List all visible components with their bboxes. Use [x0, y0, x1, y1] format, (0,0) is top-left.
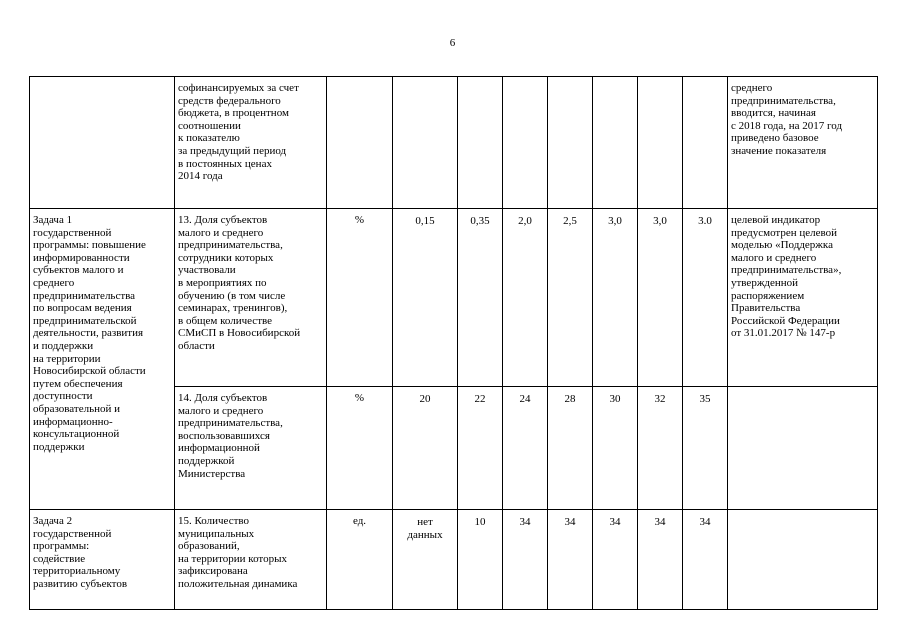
- value-cell: 34: [548, 510, 593, 610]
- note-cell: целевой индикатор предусмотрен целевой моделью «Поддержка малого и среднего предпринимательства», утвержденной распоряжением Правительства Российской Федерации от 31.01.2017 № 147-р: [728, 209, 878, 387]
- value-cell: 3,0: [638, 209, 683, 387]
- indicator-cell: 15. Количество муниципальных образований, на территории которых зафиксирована положительная динамика: [175, 510, 327, 610]
- value-cell: 30: [593, 387, 638, 510]
- table-row: [30, 77, 878, 209]
- task-cell: [30, 77, 175, 209]
- value-cell: 0,35: [458, 209, 503, 387]
- indicators-table: [29, 76, 878, 610]
- value-cell: 28: [548, 387, 593, 510]
- unit-cell: %: [327, 209, 393, 387]
- value-cell: 22: [458, 387, 503, 510]
- unit-cell: %: [327, 387, 393, 510]
- note-cell: [728, 387, 878, 510]
- task-cell: Задача 1 государственной программы: повышение информированности субъектов малого и среднего предпринимательства по вопросам ведения предпринимательской деятельности, развития и поддержки на территории Новосибирской области путем обеспечения доступности образовательной и информационно- консультационной поддержки: [30, 209, 175, 510]
- value-cell: 34: [503, 510, 548, 610]
- indicator-cell: софинансируемых за счет средств федерального бюджета, в процентном соотношении к показателю за предыдущий период в постоянных ценах 2014 года: [175, 77, 327, 209]
- indicator-cell: 14. Доля субъектов малого и среднего предпринимательства, воспользовавшихся информационной поддержкой Министерства: [175, 387, 327, 510]
- value-cell: [458, 77, 503, 209]
- value-cell: [683, 77, 728, 209]
- value-cell: 10: [458, 510, 503, 610]
- page-number: 6: [449, 37, 456, 49]
- value-cell: 0,15: [393, 209, 458, 387]
- value-cell: 24: [503, 387, 548, 510]
- value-cell: 34: [593, 510, 638, 610]
- note-cell: [728, 510, 878, 610]
- value-cell: 34: [638, 510, 683, 610]
- note-cell: среднего предпринимательства, вводится, начиная с 2018 года, на 2017 год приведено базовое значение показателя: [728, 77, 878, 209]
- indicator-cell: 13. Доля субъектов малого и среднего предпринимательства, сотрудники которых участвовали в мероприятиях по обучению (в том числе семинарах, тренингов), в общем количестве СМиСП в Новосибирской области: [175, 209, 327, 387]
- table-row: [30, 209, 878, 387]
- unit-cell: ед.: [327, 510, 393, 610]
- value-cell: 2,5: [548, 209, 593, 387]
- value-cell: 3.0: [683, 209, 728, 387]
- value-cell: [638, 77, 683, 209]
- value-cell: 2,0: [503, 209, 548, 387]
- value-cell: [393, 77, 458, 209]
- task-cell: Задача 2 государственной программы: содействие территориальному развитию субъектов: [30, 510, 175, 610]
- value-cell: 32: [638, 387, 683, 510]
- unit-cell: [327, 77, 393, 209]
- value-cell: [503, 77, 548, 209]
- value-cell: 20: [393, 387, 458, 510]
- table-row: [30, 510, 878, 610]
- value-cell: 35: [683, 387, 728, 510]
- value-cell: 34: [683, 510, 728, 610]
- value-cell: 3,0: [593, 209, 638, 387]
- value-cell: [548, 77, 593, 209]
- value-cell: нет данных: [393, 510, 458, 610]
- value-cell: [593, 77, 638, 209]
